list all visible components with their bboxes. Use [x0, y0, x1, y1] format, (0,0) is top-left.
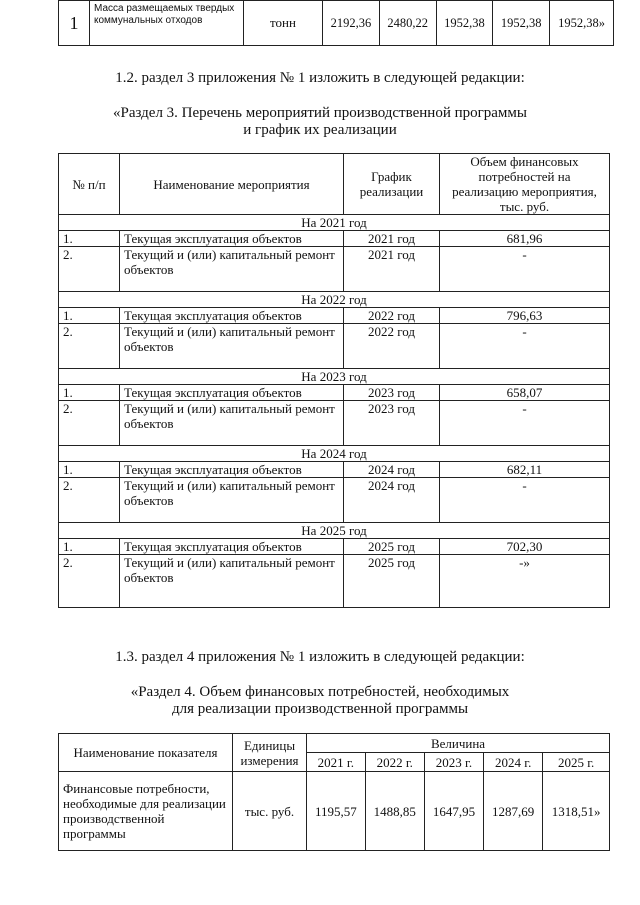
section4-title-line1: «Раздел 4. Объем финансовых потребностей, необходимых — [130, 684, 510, 700]
row-value: 702,30 — [440, 539, 610, 555]
year-label: На 2023 год — [59, 369, 610, 385]
row-num: 1. — [59, 462, 120, 478]
row-num: 2. — [59, 324, 120, 369]
year-label: На 2022 год — [59, 292, 610, 308]
value-cell: 1952,38 — [436, 1, 493, 46]
row-schedule: 2024 год — [344, 462, 440, 478]
year-label: На 2021 год — [59, 215, 610, 231]
row-value: 1647,95 — [424, 772, 483, 851]
paragraph-1-3: 1.3. раздел 4 приложения № 1 изложить в следующей редакции: — [115, 649, 525, 665]
row-schedule: 2021 год — [344, 247, 440, 292]
header-year: 2024 г. — [484, 753, 543, 772]
row-num: 1. — [59, 231, 120, 247]
row-number: 1 — [59, 1, 90, 46]
section3-title-line1: «Раздел 3. Перечень мероприятий производственной программы — [113, 105, 527, 121]
table-row — [59, 478, 610, 523]
value-cell: 2480,22 — [379, 1, 436, 46]
row-value: 1287,69 — [484, 772, 543, 851]
year-row-2024 — [59, 446, 610, 462]
row-name: Текущая эксплуатация объектов — [120, 231, 344, 247]
row-value: 682,11 — [440, 462, 610, 478]
row-schedule: 2021 год — [344, 231, 440, 247]
header-year: 2023 г. — [424, 753, 483, 772]
header-unit: Единицы измерения — [233, 734, 307, 772]
row-name: Текущий и (или) капитальный ремонт объектов — [120, 401, 344, 446]
year-row-2025 — [59, 523, 610, 539]
row-value: - — [440, 247, 610, 292]
row-schedule: 2024 год — [344, 478, 440, 523]
header-year: 2022 г. — [365, 753, 424, 772]
value-cell: 1952,38 — [493, 1, 550, 46]
paragraph-1-2: 1.2. раздел 3 приложения № 1 изложить в следующей редакции: — [115, 70, 525, 86]
row-name: Текущий и (или) капитальный ремонт объектов — [120, 247, 344, 292]
row-num: 1. — [59, 308, 120, 324]
row-num: 2. — [59, 478, 120, 523]
row-schedule: 2025 год — [344, 539, 440, 555]
header-volume: Объем финансовых потребностей на реализацию мероприятия, тыс. руб. — [440, 154, 610, 215]
table-row — [59, 539, 610, 555]
year-row-2022 — [59, 292, 610, 308]
row-name: Текущая эксплуатация объектов — [120, 308, 344, 324]
header-year: 2021 г. — [307, 753, 366, 772]
unit-cell: тонн — [244, 1, 323, 46]
row-name: Текущий и (или) капитальный ремонт объектов — [120, 555, 344, 608]
header-year: 2025 г. — [543, 753, 610, 772]
value-cell: 1952,38» — [550, 1, 614, 46]
row-value: 1318,51» — [543, 772, 610, 851]
table-header-row — [59, 154, 610, 215]
table-header-row — [59, 734, 610, 753]
row-name: Текущая эксплуатация объектов — [120, 385, 344, 401]
row-value: - — [440, 401, 610, 446]
year-label: На 2024 год — [59, 446, 610, 462]
financial-needs-table — [58, 733, 610, 851]
measures-table — [58, 153, 610, 608]
header-name: Наименование мероприятия — [120, 154, 344, 215]
indicator-name: Масса размещаемых твердых коммунальных отходов — [90, 1, 244, 46]
row-schedule: 2023 год — [344, 401, 440, 446]
row-name: Финансовые потребности, необходимые для реализации производственной программы — [59, 772, 233, 851]
year-row-2021 — [59, 215, 610, 231]
table-row — [59, 324, 610, 369]
row-value: - — [440, 324, 610, 369]
table-row — [59, 462, 610, 478]
section4-title-line2: для реализации производственной программы — [171, 701, 469, 717]
row-schedule: 2022 год — [344, 324, 440, 369]
row-value: - — [440, 478, 610, 523]
header-schedule: График реализации — [344, 154, 440, 215]
row-value: 796,63 — [440, 308, 610, 324]
table-row — [59, 231, 610, 247]
row-num: 1. — [59, 539, 120, 555]
row-name: Текущая эксплуатация объектов — [120, 462, 344, 478]
row-schedule: 2022 год — [344, 308, 440, 324]
table-row — [59, 385, 610, 401]
row-schedule: 2025 год — [344, 555, 440, 608]
row-name: Текущий и (или) капитальный ремонт объектов — [120, 478, 344, 523]
row-schedule: 2023 год — [344, 385, 440, 401]
row-unit: тыс. руб. — [233, 772, 307, 851]
header-indicator-name: Наименование показателя — [59, 734, 233, 772]
row-value: 658,07 — [440, 385, 610, 401]
table-row — [59, 247, 610, 292]
table-row — [59, 401, 610, 446]
table-row — [59, 772, 610, 851]
row-num: 1. — [59, 385, 120, 401]
header-value: Величина — [307, 734, 610, 753]
year-label: На 2025 год — [59, 523, 610, 539]
section3-title-line2: и график их реализации — [243, 122, 397, 138]
header-num: № п/п — [59, 154, 120, 215]
year-row-2023 — [59, 369, 610, 385]
table-row — [59, 555, 610, 608]
row-num: 2. — [59, 247, 120, 292]
value-cell: 2192,36 — [323, 1, 380, 46]
row-num: 2. — [59, 555, 120, 608]
row-value: -» — [440, 555, 610, 608]
top-table — [58, 0, 614, 46]
row-name: Текущая эксплуатация объектов — [120, 539, 344, 555]
row-name: Текущий и (или) капитальный ремонт объектов — [120, 324, 344, 369]
row-value: 681,96 — [440, 231, 610, 247]
table-row — [59, 308, 610, 324]
row-value: 1195,57 — [307, 772, 366, 851]
row-num: 2. — [59, 401, 120, 446]
row-value: 1488,85 — [365, 772, 424, 851]
table-row — [59, 1, 614, 46]
